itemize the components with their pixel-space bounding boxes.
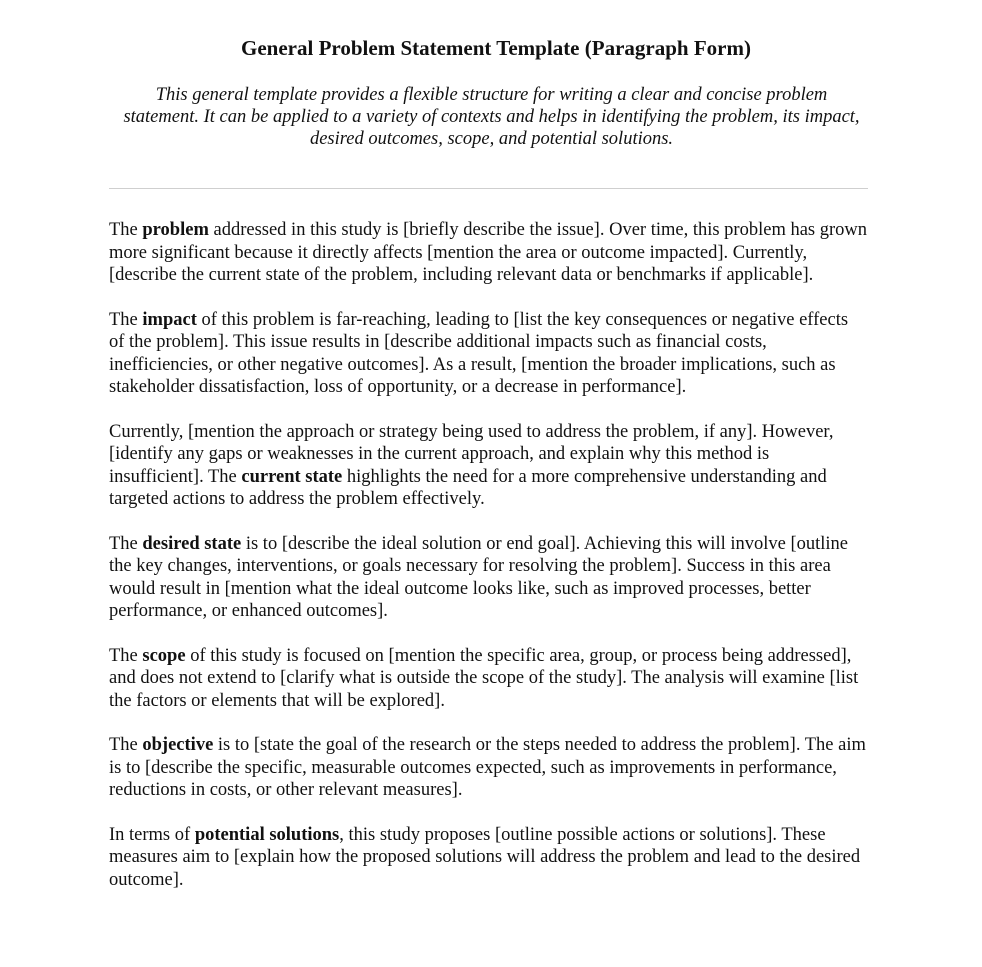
paragraph-text-before: The bbox=[109, 533, 143, 554]
paragraph-problem bbox=[109, 219, 868, 287]
paragraph-keyword: potential solutions bbox=[194, 824, 340, 845]
paragraph-text-after: of this problem is far-reaching, leading to [list the key consequences or negative effects of the problem]. This issue results in [describe additional impacts such as financial costs, inefficiencies, or other negative outcomes]. As a result, [mention the broader implications, such as stakeholder dissatisfaction, loss of opportunity, or a decrease in performance]. bbox=[109, 309, 849, 397]
paragraph-scope bbox=[109, 645, 868, 713]
paragraph-desired-state bbox=[109, 533, 868, 623]
paragraph-text-after: of this study is focused on [mention the specific area, group, or process being addressed], and does not extend to [clarify what is outside the scope of the study]. The analysis will examine [list the factors or elements that will be explored]. bbox=[109, 645, 859, 711]
divider bbox=[109, 188, 868, 189]
paragraph-text-before: Currently, [mention the approach or strategy being used to address the problem, if any]. However, [identify any gaps or weaknesses in the current approach, and explain why this method is insufficient]. The bbox=[109, 421, 834, 487]
paragraph-keyword: objective bbox=[142, 735, 214, 755]
paragraph-text-before: The bbox=[109, 309, 143, 330]
document-page bbox=[0, 36, 982, 967]
document-title: General Problem Statement Template (Paragraph Form) bbox=[241, 36, 751, 60]
paragraph-text-before: The bbox=[109, 220, 143, 240]
paragraph-keyword: desired state bbox=[142, 533, 242, 554]
intro-text: This general template provides a flexible structure for writing a clear and concise problem statement. It can be applied to a variety of contexts and helps in identifying the problem, its impact, desired outcomes, scope, and potential solutions. bbox=[123, 85, 860, 149]
paragraph-current-state bbox=[109, 421, 868, 511]
paragraph-text-before: The bbox=[109, 735, 143, 755]
paragraph-keyword: problem bbox=[142, 220, 209, 240]
paragraph-text-before: The bbox=[109, 645, 143, 666]
paragraph-keyword: impact bbox=[142, 309, 197, 330]
paragraph-keyword: current state bbox=[241, 466, 343, 487]
paragraph-text-after: highlights the need for a more comprehensive understanding and targeted actions to address the problem effectively. bbox=[109, 466, 827, 509]
paragraph-objective bbox=[109, 734, 868, 802]
paragraph-potential-solutions bbox=[109, 824, 868, 892]
paragraph-text-after: addressed in this study is [briefly describe the issue]. Over time, this problem has grown more significant because it directly affects [mention the area or outcome impacted]. Currently, [describe the current state of the problem, including relevant data or benchmarks if applicable]. bbox=[109, 220, 868, 285]
paragraph-text-before: In terms of bbox=[109, 824, 195, 845]
paragraph-keyword: scope bbox=[142, 645, 186, 666]
paragraph-text-after: is to [state the goal of the research or the steps needed to address the problem]. The aim is to [describe the specific, measurable outcomes expected, such as improvements in performance, reductions in costs, or other relevant measures]. bbox=[109, 735, 866, 800]
paragraph-text-after: , this study proposes [outline possible actions or solutions]. These measures aim to [explain how the proposed solutions will address the problem and lead to the desired outcome]. bbox=[109, 824, 861, 890]
paragraph-impact bbox=[109, 309, 868, 399]
paragraph-text-after: is to [describe the ideal solution or end goal]. Achieving this will involve [outline the key changes, interventions, or goals necessary for resolving the problem]. Success in this area would result in [mention what the ideal outcome looks like, such as improved processes, better performance, or enhanced outcomes]. bbox=[109, 533, 849, 621]
